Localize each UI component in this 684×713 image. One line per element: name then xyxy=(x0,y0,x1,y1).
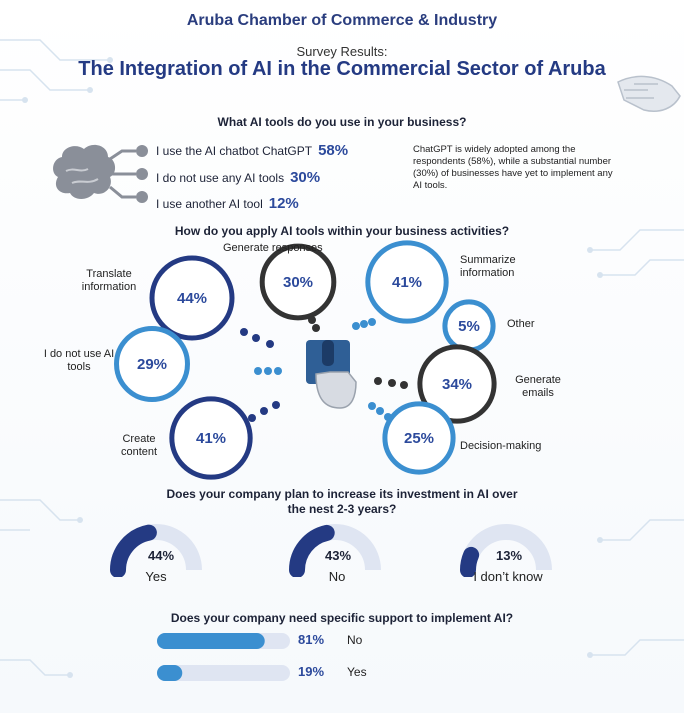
bubble-6 xyxy=(172,399,250,477)
bubble-label: Decision-making xyxy=(460,440,542,452)
bubble-label: Create content xyxy=(120,433,158,458)
connector-dot xyxy=(274,367,282,375)
gauge-label: Yes xyxy=(145,569,167,584)
brain-circuit-icon xyxy=(44,137,154,211)
bubble-label: Generate emails xyxy=(515,374,561,399)
bar-label: Yes xyxy=(347,665,367,679)
bubble-label: Other xyxy=(507,318,535,330)
bubble-7 xyxy=(385,404,453,472)
bubble-4 xyxy=(117,329,188,400)
bar-label: No xyxy=(347,633,363,647)
bubble-value: 29% xyxy=(136,356,168,373)
connector-dot xyxy=(252,334,260,342)
bar-value: 19% xyxy=(298,664,325,679)
subtitle: Survey Results: xyxy=(296,44,388,59)
connector-dot xyxy=(368,318,376,326)
tool-label: I use another AI tool xyxy=(156,197,263,211)
organization-name: Aruba Chamber of Commerce & Industry xyxy=(186,12,498,29)
bar-fill xyxy=(157,633,265,649)
connector-dot xyxy=(264,367,272,375)
gauge-value: 43% xyxy=(324,548,352,563)
bubble-value: 34% xyxy=(441,376,473,393)
annotation-text: ChatGPT is widely adopted among the respondents (58%), while a substantial number (30%) of businesses have yet to implement any AI tools. xyxy=(413,144,613,191)
question-tools: What AI tools do you use in your business? xyxy=(217,115,467,129)
bubble-1 xyxy=(262,246,334,318)
tool-pct: 12% xyxy=(268,195,299,212)
connector-dot xyxy=(400,381,408,389)
connector-dot xyxy=(376,407,384,415)
gauge-value: 44% xyxy=(147,548,175,563)
connector-dot xyxy=(254,367,262,375)
bar-value: 81% xyxy=(298,632,325,647)
connector-dot xyxy=(368,402,376,410)
connector-dot xyxy=(248,414,256,422)
support-bars xyxy=(0,628,684,688)
bubble-label: Summarize information xyxy=(460,254,516,279)
bubble-3 xyxy=(445,302,493,350)
bubble-label: Generate responses xyxy=(223,242,323,254)
tool-row-none xyxy=(156,169,320,186)
gauge-fill xyxy=(468,555,471,570)
question-invest: Does your company plan to increase its investment in AI over the nest 2-3 years? xyxy=(166,487,518,516)
bubble-value: 25% xyxy=(403,430,435,447)
question-support: Does your company need specific support to implement AI? xyxy=(170,611,514,625)
tool-label: I use the AI chatbot ChatGPT xyxy=(156,144,313,158)
bubble-label: Translate information xyxy=(81,268,137,293)
connector-dot xyxy=(272,401,280,409)
bubble-value: 5% xyxy=(458,318,480,335)
tool-label: I do not use any AI tools xyxy=(156,171,285,185)
connector-dot xyxy=(388,379,396,387)
connector-dot xyxy=(360,320,368,328)
bubble-value: 41% xyxy=(195,430,227,447)
bubble-label: I do not use AI tools xyxy=(43,348,115,373)
mouse-hand-icon xyxy=(306,340,356,408)
connector-dot xyxy=(374,377,382,385)
connector-dot xyxy=(308,316,316,324)
gauge-label: I don’t know xyxy=(473,569,543,584)
gauge-value: 13% xyxy=(495,548,523,563)
support-bar-0 xyxy=(157,633,290,649)
gauge-label: No xyxy=(328,569,346,584)
page-title: The Integration of AI in the Commercial Sector of Aruba xyxy=(78,58,606,80)
bubble-0 xyxy=(152,258,232,338)
connector-dot xyxy=(352,322,360,330)
connector-dot xyxy=(266,340,274,348)
tool-pct: 58% xyxy=(318,142,349,159)
connector-dot xyxy=(260,407,268,415)
tool-row-chatgpt xyxy=(156,142,348,159)
support-bar-1 xyxy=(157,665,290,681)
connector-dot xyxy=(312,324,320,332)
connector-dot xyxy=(384,413,392,421)
connector-dot xyxy=(240,328,248,336)
tool-pct: 30% xyxy=(290,169,321,186)
bubble-value: 41% xyxy=(391,274,423,291)
question-apply: How do you apply AI tools within your business activities? xyxy=(174,224,510,238)
bubble-value: 30% xyxy=(282,274,314,291)
tool-row-other xyxy=(156,195,299,212)
bubble-2 xyxy=(368,243,446,321)
bar-fill xyxy=(157,665,182,681)
bubble-value: 44% xyxy=(176,290,208,307)
